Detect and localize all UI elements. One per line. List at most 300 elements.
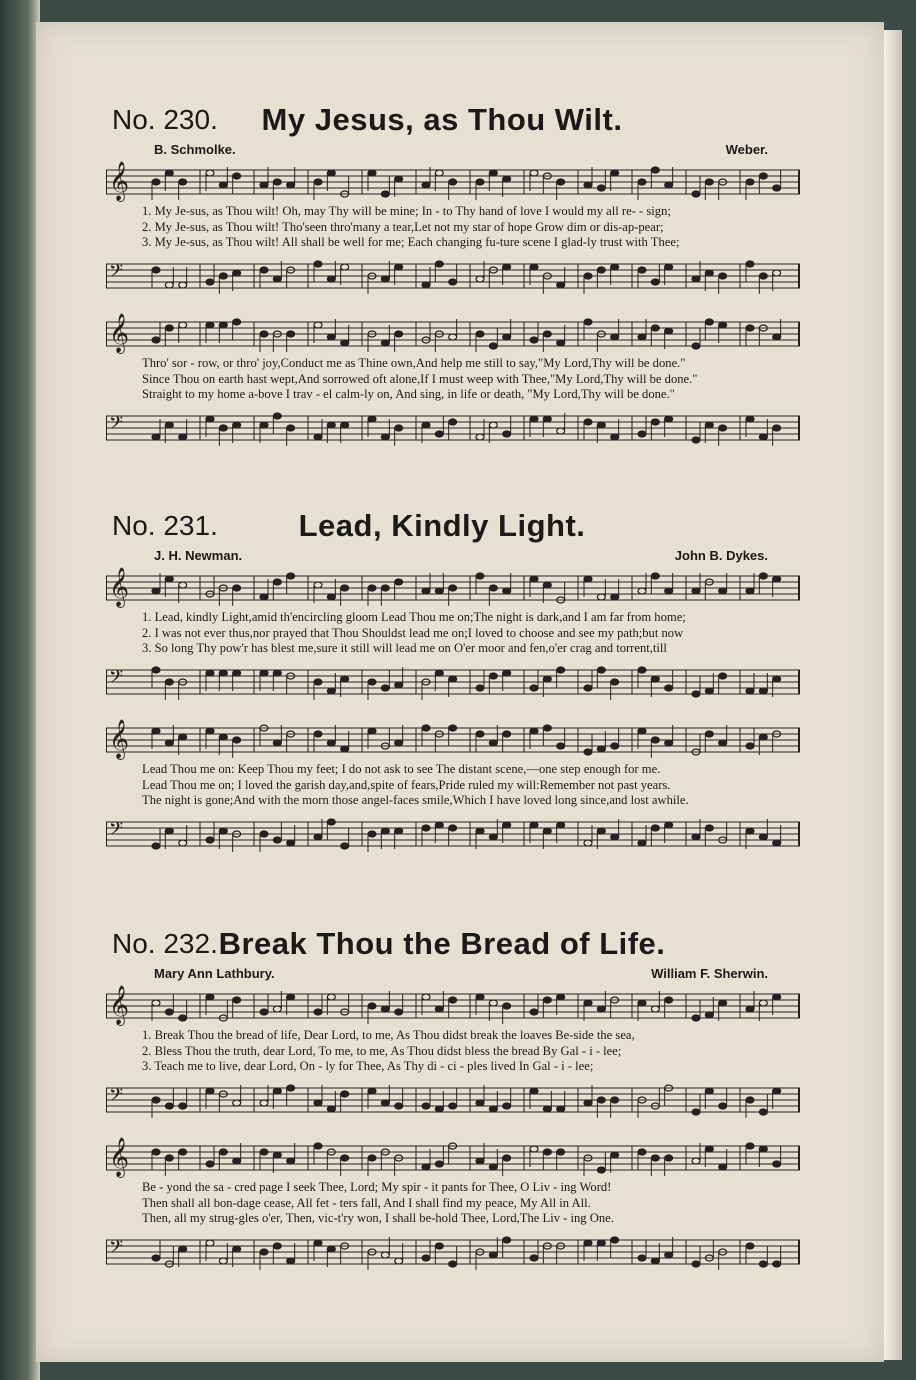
note-head	[665, 1252, 673, 1258]
note-head	[692, 1109, 700, 1115]
note-head	[597, 594, 605, 600]
note-head	[597, 1240, 605, 1246]
note-head	[165, 576, 173, 582]
note-head	[152, 1149, 160, 1155]
note-head	[152, 267, 160, 273]
lyric-line: Straight to my home a-bove I trav - el calm-ly on, And sing, in life or death, "My Lord,Thy will be done."	[142, 387, 675, 401]
note-head	[611, 334, 619, 340]
note-head	[435, 1006, 443, 1012]
note-head	[327, 688, 335, 694]
note-head	[665, 328, 673, 334]
bass-staff	[106, 1230, 800, 1274]
note-head	[503, 1155, 511, 1161]
note-head	[530, 685, 538, 691]
note-head	[651, 737, 659, 743]
bass-clef-icon: 𝄢	[109, 667, 124, 692]
note-head	[638, 267, 646, 273]
hymn-composer: John B. Dykes.	[674, 548, 768, 563]
note-head	[206, 837, 214, 843]
note-head	[341, 1155, 349, 1161]
note-head	[503, 822, 511, 828]
note-head	[233, 585, 241, 591]
note-head	[287, 425, 295, 431]
note-head	[692, 1261, 700, 1267]
note-head	[557, 1149, 565, 1155]
note-head	[651, 1258, 659, 1264]
note-head	[152, 667, 160, 673]
note-head	[665, 1155, 673, 1161]
note-head	[435, 1161, 443, 1167]
note-head	[489, 673, 497, 679]
note-head	[314, 179, 322, 185]
note-head	[719, 1103, 727, 1109]
note-head	[476, 276, 484, 282]
bass-staff	[106, 254, 800, 298]
note-head	[206, 416, 214, 422]
note-head	[314, 261, 322, 267]
note-head	[773, 1261, 781, 1267]
note-head	[692, 691, 700, 697]
note-head	[530, 170, 538, 176]
note-head	[746, 1143, 754, 1149]
note-head	[638, 1149, 646, 1155]
note-head	[705, 1146, 713, 1152]
note-head	[314, 1143, 322, 1149]
note-head	[287, 1158, 295, 1164]
note-head	[692, 276, 700, 282]
note-head	[341, 340, 349, 346]
note-head	[233, 1158, 241, 1164]
note-head	[206, 670, 214, 676]
note-head	[543, 676, 551, 682]
note-head	[584, 576, 592, 582]
music-system-1	[106, 984, 800, 1122]
note-head	[395, 579, 403, 585]
note-head	[746, 261, 754, 267]
note-head	[435, 670, 443, 676]
note-head	[746, 1006, 754, 1012]
note-head	[152, 1255, 160, 1261]
note-head	[179, 1246, 187, 1252]
note-head	[476, 573, 484, 579]
note-head	[179, 734, 187, 740]
note-head	[233, 173, 241, 179]
note-head	[759, 1000, 767, 1006]
lyric-line: Since Thou on earth hast wept,And sorrowed oft alone,If I must weep with Thee,"My Lord,Thy will be done."	[142, 371, 698, 386]
treble-staff	[106, 312, 800, 356]
note-head	[435, 822, 443, 828]
note-head	[638, 179, 646, 185]
note-head	[273, 1243, 281, 1249]
verse-lyrics	[106, 1028, 800, 1078]
note-head	[773, 185, 781, 191]
note-head	[651, 676, 659, 682]
note-head	[705, 688, 713, 694]
note-head	[476, 828, 484, 834]
note-head	[273, 179, 281, 185]
note-head	[233, 737, 241, 743]
note-head	[692, 191, 700, 197]
treble-clef-icon: 𝄞	[109, 1137, 130, 1177]
note-head	[476, 179, 484, 185]
note-head	[219, 734, 227, 740]
note-head	[557, 428, 565, 434]
note-head	[233, 670, 241, 676]
note-head	[152, 179, 160, 185]
bass-staff	[106, 1078, 800, 1122]
note-head	[179, 582, 187, 588]
note-head	[314, 434, 322, 440]
note-head	[651, 1155, 659, 1161]
note-head	[449, 997, 457, 1003]
note-head	[260, 182, 268, 188]
note-head	[476, 434, 484, 440]
lyric-line: 2. Bless Thou the truth, dear Lord, To me, to me, As Thou didst bless the bread By Gal - i - lee;	[142, 1043, 622, 1058]
music-system-2	[106, 718, 800, 856]
note-head	[503, 334, 511, 340]
music-system-1	[106, 566, 800, 704]
note-head	[638, 1000, 646, 1006]
note-head	[273, 1152, 281, 1158]
note-head	[395, 331, 403, 337]
note-head	[395, 425, 403, 431]
note-head	[773, 425, 781, 431]
note-head	[435, 1106, 443, 1112]
note-head	[665, 740, 673, 746]
note-head	[314, 679, 322, 685]
note-head	[381, 585, 389, 591]
note-head	[692, 1015, 700, 1021]
note-head	[557, 282, 565, 288]
hymn-composer: Weber.	[725, 142, 768, 157]
note-head	[719, 740, 727, 746]
note-head	[341, 676, 349, 682]
note-head	[206, 322, 214, 328]
note-head	[746, 1243, 754, 1249]
note-head	[746, 416, 754, 422]
note-head	[422, 422, 430, 428]
lyric-line: The night is gone;And with the morn those angel-faces smile,Which I have loved long since,and lost awhile.	[142, 793, 689, 807]
hymn-title: My Jesus, as Thou Wilt.	[261, 102, 623, 137]
note-head	[179, 322, 187, 328]
note-head	[341, 746, 349, 752]
note-head	[165, 1103, 173, 1109]
note-head	[638, 431, 646, 437]
note-head	[638, 667, 646, 673]
note-head	[422, 825, 430, 831]
note-head	[476, 331, 484, 337]
note-head	[651, 325, 659, 331]
note-head	[381, 1100, 389, 1106]
note-head	[584, 840, 592, 846]
treble-clef-icon: 𝄞	[109, 719, 130, 759]
note-head	[638, 1255, 646, 1261]
note-head	[759, 834, 767, 840]
note-head	[206, 1088, 214, 1094]
note-head	[287, 331, 295, 337]
note-head	[435, 170, 443, 176]
note-head	[597, 422, 605, 428]
note-head	[530, 822, 538, 828]
note-head	[381, 685, 389, 691]
treble-staff	[106, 718, 800, 762]
note-head	[746, 588, 754, 594]
note-head	[260, 1100, 268, 1106]
note-head	[395, 1009, 403, 1015]
note-head	[759, 173, 767, 179]
hymn-231	[72, 510, 812, 856]
note-head	[543, 416, 551, 422]
note-head	[584, 1240, 592, 1246]
hymn-232	[72, 928, 812, 1274]
note-head	[503, 731, 511, 737]
note-head	[422, 182, 430, 188]
note-head	[435, 1243, 443, 1249]
note-head	[476, 1158, 484, 1164]
note-head	[179, 1149, 187, 1155]
hymn-number: No. 232.	[112, 928, 218, 959]
note-head	[381, 1252, 389, 1258]
treble-staff	[106, 160, 800, 204]
note-head	[557, 822, 565, 828]
note-head	[368, 1155, 376, 1161]
note-head	[314, 731, 322, 737]
note-head	[219, 828, 227, 834]
note-head	[368, 679, 376, 685]
note-head	[449, 419, 457, 425]
note-head	[219, 182, 227, 188]
note-head	[651, 279, 659, 285]
note-head	[530, 1255, 538, 1261]
lyric-line: Lead Thou me on: Keep Thou my feet; I do not ask to see The distant scene,—one step enough for me.	[142, 762, 661, 776]
note-head	[219, 322, 227, 328]
note-head	[435, 261, 443, 267]
bass-staff	[106, 406, 800, 450]
note-head	[476, 1100, 484, 1106]
note-head	[719, 673, 727, 679]
note-head	[165, 422, 173, 428]
note-head	[314, 1009, 322, 1015]
note-head	[584, 1100, 592, 1106]
note-head	[597, 1097, 605, 1103]
note-head	[449, 585, 457, 591]
note-head	[759, 1146, 767, 1152]
note-head	[597, 1006, 605, 1012]
note-head	[665, 416, 673, 422]
note-head	[368, 416, 376, 422]
note-head	[260, 422, 268, 428]
note-head	[611, 170, 619, 176]
note-head	[341, 264, 349, 270]
note-head	[179, 1103, 187, 1109]
note-head	[692, 343, 700, 349]
lyric-line: 3. Teach me to live, dear Lord, On - ly for Thee, As Thy di - ci - ples lived In Gal - i - lee;	[142, 1059, 594, 1073]
note-head	[489, 343, 497, 349]
lyric-line: 1. Lead, kindly Light,amid th'encircling gloom Lead Thou me on;The night is dark,and I am far from home;	[142, 610, 686, 624]
note-head	[341, 1091, 349, 1097]
note-head	[179, 179, 187, 185]
note-head	[152, 843, 160, 849]
note-head	[503, 1237, 511, 1243]
note-head	[746, 179, 754, 185]
note-head	[381, 1006, 389, 1012]
note-head	[584, 319, 592, 325]
note-head	[219, 425, 227, 431]
note-head	[165, 1155, 173, 1161]
bass-clef-icon: 𝄢	[109, 1237, 124, 1262]
note-head	[584, 685, 592, 691]
note-head	[530, 1146, 538, 1152]
note-head	[341, 422, 349, 428]
note-head	[665, 685, 673, 691]
note-head	[273, 1088, 281, 1094]
note-head	[422, 1255, 430, 1261]
note-head	[368, 170, 376, 176]
note-head	[489, 1000, 497, 1006]
note-head	[341, 585, 349, 591]
note-head	[557, 743, 565, 749]
note-head	[273, 276, 281, 282]
note-head	[233, 270, 241, 276]
note-head	[611, 594, 619, 600]
note-head	[759, 1109, 767, 1115]
note-head	[395, 1103, 403, 1109]
note-head	[530, 728, 538, 734]
note-head	[273, 740, 281, 746]
note-head	[327, 594, 335, 600]
note-head	[597, 1167, 605, 1173]
note-head	[206, 1240, 214, 1246]
note-head	[260, 594, 268, 600]
note-head	[746, 325, 754, 331]
note-head	[260, 670, 268, 676]
note-head	[327, 170, 335, 176]
hymn-title: Lead, Kindly Light.	[298, 508, 586, 543]
note-head	[449, 334, 457, 340]
note-head	[179, 434, 187, 440]
note-head	[327, 819, 335, 825]
note-head	[611, 264, 619, 270]
note-head	[395, 740, 403, 746]
note-head	[611, 679, 619, 685]
note-head	[773, 994, 781, 1000]
note-head	[219, 670, 227, 676]
note-head	[719, 322, 727, 328]
note-head	[489, 1106, 497, 1112]
note-head	[260, 831, 268, 837]
lyric-line: 2. My Je-sus, as Thou wilt! Tho'seen thro'many a tear,Let not my star of hope Grow dim or dis-ap-pear;	[142, 219, 664, 234]
music-system-2	[106, 312, 800, 450]
note-head	[314, 1100, 322, 1106]
note-head	[422, 725, 430, 731]
note-head	[233, 1100, 241, 1106]
treble-staff	[106, 984, 800, 1028]
note-head	[165, 325, 173, 331]
note-head	[327, 1106, 335, 1112]
note-head	[287, 182, 295, 188]
note-head	[543, 828, 551, 834]
note-head	[611, 834, 619, 840]
note-head	[543, 582, 551, 588]
note-head	[219, 1149, 227, 1155]
note-head	[449, 825, 457, 831]
note-head	[638, 334, 646, 340]
note-head	[638, 588, 646, 594]
verse-lyrics	[106, 204, 800, 254]
note-head	[422, 282, 430, 288]
bass-clef-icon: 𝄢	[109, 413, 124, 438]
note-head	[327, 422, 335, 428]
note-head	[773, 1088, 781, 1094]
note-head	[476, 731, 484, 737]
note-head	[395, 682, 403, 688]
note-head	[165, 679, 173, 685]
note-head	[381, 434, 389, 440]
note-head	[152, 728, 160, 734]
note-head	[152, 337, 160, 343]
note-head	[327, 276, 335, 282]
note-head	[260, 331, 268, 337]
note-head	[368, 831, 376, 837]
book-spine	[0, 0, 40, 1380]
note-head	[179, 840, 187, 846]
note-head	[503, 1103, 511, 1109]
note-head	[152, 434, 160, 440]
note-head	[449, 279, 457, 285]
note-head	[449, 725, 457, 731]
hymn-author: B. Schmolke.	[154, 142, 236, 157]
note-head	[489, 1164, 497, 1170]
note-head	[705, 179, 713, 185]
hymn-composer: William F. Sherwin.	[651, 966, 768, 981]
lyric-line: 1. Break Thou the bread of life, Dear Lord, to me, As Thou didst break the loaves Be-side the sea,	[142, 1028, 635, 1042]
note-head	[759, 1261, 767, 1267]
note-head	[273, 413, 281, 419]
note-head	[557, 667, 565, 673]
note-head	[503, 176, 511, 182]
note-head	[449, 676, 457, 682]
note-head	[314, 1240, 322, 1246]
note-head	[759, 273, 767, 279]
note-head	[314, 582, 322, 588]
note-head	[597, 667, 605, 673]
note-head	[489, 740, 497, 746]
bass-clef-icon: 𝄢	[109, 1085, 124, 1110]
lyric-line: Then shall all bon-dage cease, All fet - ters fall, And I shall find my peace, My All in All.	[142, 1195, 591, 1210]
note-head	[665, 588, 673, 594]
note-head	[260, 1009, 268, 1015]
note-head	[719, 425, 727, 431]
hymn-number: No. 231.	[112, 510, 218, 541]
note-head	[368, 585, 376, 591]
treble-clef-icon: 𝄞	[109, 161, 130, 201]
lyric-line: Be - yond the sa - cred page I seek Thee, Lord; My spir - it pants for Thee, O Liv - ing Word!	[142, 1180, 612, 1194]
note-head	[692, 834, 700, 840]
note-head	[611, 1237, 619, 1243]
note-head	[422, 1103, 430, 1109]
note-head	[273, 837, 281, 843]
note-head	[435, 588, 443, 594]
note-head	[233, 422, 241, 428]
note-head	[314, 322, 322, 328]
note-head	[179, 1015, 187, 1021]
treble-staff	[106, 1136, 800, 1180]
verse-lyrics	[106, 1180, 800, 1230]
note-head	[638, 728, 646, 734]
bass-staff	[106, 660, 800, 704]
note-head	[381, 191, 389, 197]
note-head	[435, 431, 443, 437]
